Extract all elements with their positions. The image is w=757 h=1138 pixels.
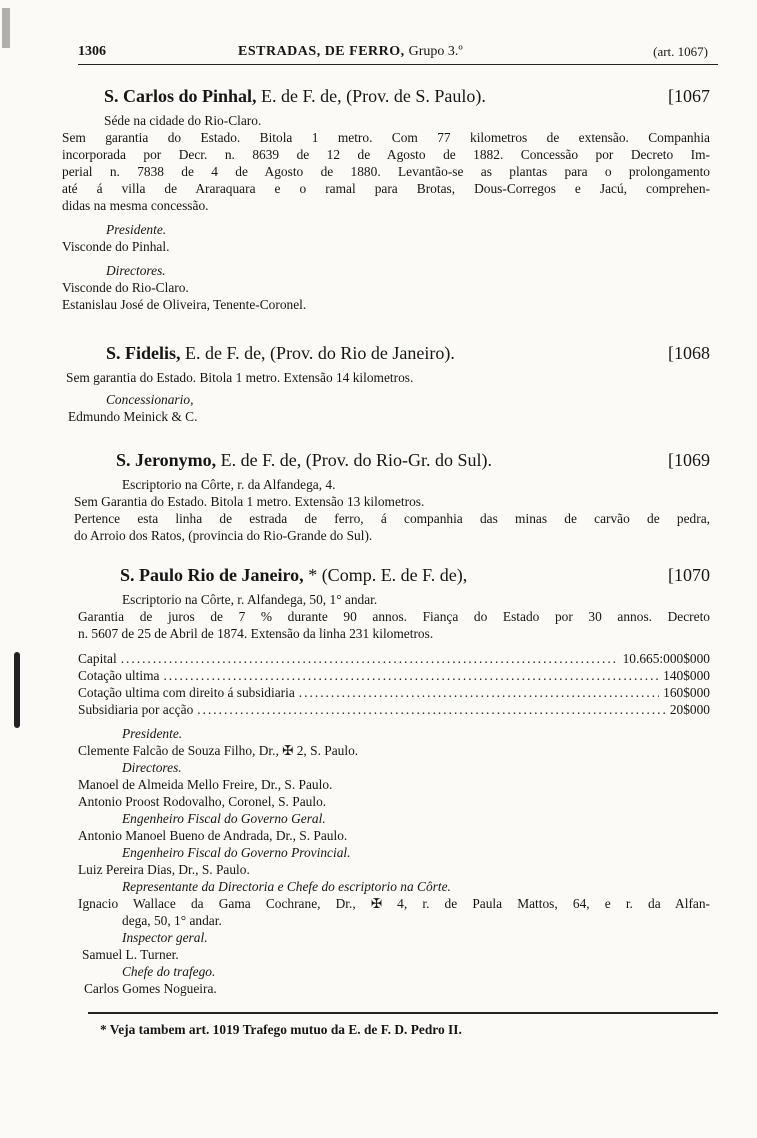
financials-table bbox=[78, 650, 710, 718]
financial-label: Subsidiaria por acção bbox=[78, 702, 194, 717]
person-name: Clemente Falcão de Souza Filho, Dr., ✠ 2, S. Paulo. bbox=[78, 743, 359, 758]
role-title: Engenheiro Fiscal do Governo Provincial. bbox=[122, 845, 351, 860]
article-number: [1069 bbox=[668, 450, 710, 470]
entry-1067 bbox=[62, 86, 710, 313]
financial-row bbox=[78, 650, 710, 667]
company-name: S. Fidelis, bbox=[106, 343, 181, 363]
entry-line: até á villa de Araraquara e o ramal para Brotas, Dous-Corregos e Jacú, comprehen- bbox=[62, 181, 710, 196]
financial-label: Cotação ultima com direito á subsidiaria bbox=[78, 685, 295, 700]
entry-1070 bbox=[78, 565, 710, 997]
financial-label: Capital bbox=[78, 651, 117, 666]
entry-line: Pertence esta linha de estrada de ferro, á companhia das minas de carvão de pedra, bbox=[74, 511, 710, 526]
role-title: Engenheiro Fiscal do Governo Geral. bbox=[122, 811, 326, 826]
entry-line: Garantia de juros de 7 % durante 90 annos. Fiança do Estado por 30 annos. Decreto bbox=[78, 609, 710, 624]
running-title-text: ESTRADAS, DE FERRO, bbox=[238, 44, 405, 59]
role-title: Directores. bbox=[106, 263, 166, 278]
financial-value: 140$000 bbox=[663, 668, 710, 683]
role-title: Presidente. bbox=[106, 222, 167, 237]
article-range: (art. 1067) bbox=[653, 44, 708, 59]
scan-artifact bbox=[2, 8, 10, 48]
entry-line: Sem garantia do Estado. Bitola 1 metro. Extensão 14 kilometros. bbox=[66, 370, 414, 385]
entry-1069 bbox=[74, 450, 710, 544]
company-name: S. Carlos do Pinhal, bbox=[104, 86, 257, 106]
financial-value: 20$000 bbox=[669, 702, 710, 717]
article-number: [1067 bbox=[668, 86, 710, 106]
entry-line: Sem Garantia do Estado. Bitola 1 metro. Extensão 13 kilometros. bbox=[74, 494, 425, 509]
group-label: Grupo 3.º bbox=[408, 44, 463, 59]
person-name: Visconde do Rio-Claro. bbox=[62, 280, 189, 295]
dot-leader bbox=[197, 701, 666, 718]
article-number: [1070 bbox=[668, 565, 710, 585]
person-name: Samuel L. Turner. bbox=[82, 947, 179, 962]
financial-label: Cotação ultima bbox=[78, 668, 160, 683]
company-description: E. de F. de, (Prov. de S. Paulo). bbox=[256, 86, 486, 106]
financial-row bbox=[78, 684, 710, 701]
person-name: Estanislau José de Oliveira, Tenente-Coronel. bbox=[62, 297, 307, 312]
entry-1068 bbox=[62, 343, 710, 425]
company-description: E. de F. de, (Prov. do Rio de Janeiro). bbox=[180, 343, 455, 363]
person-name: Edmundo Meinick & C. bbox=[68, 409, 198, 424]
role-title: Representante da Directoria e Chefe do escriptorio na Côrte. bbox=[122, 879, 451, 894]
person-name: Carlos Gomes Nogueira. bbox=[84, 981, 217, 996]
entry-line: Séde na cidade do Rio-Claro. bbox=[104, 113, 262, 128]
entry-line: Escriptorio na Côrte, r. Alfandega, 50, 1° andar. bbox=[122, 592, 378, 607]
role-title: Presidente. bbox=[122, 726, 183, 741]
role-title: Inspector geral. bbox=[122, 930, 208, 945]
financial-row bbox=[78, 667, 710, 684]
person-name: Antonio Manoel Bueno de Andrada, Dr., S. Paulo. bbox=[78, 828, 348, 843]
entry-line: incorporada por Decr. n. 8639 de 12 de Agosto de 1882. Concessão por Decreto Im- bbox=[62, 147, 710, 162]
entry-heading bbox=[62, 86, 710, 112]
dot-leader bbox=[121, 650, 619, 667]
entry-line: Sem garantia do Estado. Bitola 1 metro. Com 77 kilometros de extensão. Companhia bbox=[62, 130, 710, 145]
company-name: S. Jeronymo, bbox=[116, 450, 217, 470]
article-number: [1068 bbox=[668, 343, 710, 363]
entry-line: Escriptorio na Côrte, r. da Alfandega, 4. bbox=[122, 477, 336, 492]
company-description: E. de F. de, (Prov. do Rio-Gr. do Sul). bbox=[216, 450, 493, 470]
financial-row bbox=[78, 701, 710, 718]
entry-line: perial n. 7838 de 4 de Agosto de 1880. Levantão-se as plantas para o prolongamento bbox=[62, 164, 710, 179]
financial-value: 10.665:000$000 bbox=[622, 651, 710, 666]
dot-leader bbox=[299, 684, 659, 701]
entry-heading bbox=[62, 343, 710, 369]
financial-value: 160$000 bbox=[663, 685, 710, 700]
entry-line: do Arroio dos Ratos, (provincia do Rio-Grande do Sul). bbox=[74, 528, 373, 543]
scan-artifact bbox=[14, 652, 20, 728]
page-number: 1306 bbox=[78, 44, 106, 59]
role-title: Directores. bbox=[122, 760, 182, 775]
entry-heading bbox=[78, 565, 710, 591]
person-name: Luiz Pereira Dias, Dr., S. Paulo. bbox=[78, 862, 250, 877]
entry-heading bbox=[74, 450, 710, 476]
running-header bbox=[78, 40, 708, 64]
footnote-rule bbox=[88, 1012, 718, 1014]
entry-line: n. 5607 de 25 de Abril de 1874. Extensão da linha 231 kilometros. bbox=[78, 626, 434, 641]
footnote: * Veja tambem art. 1019 Trafego mutuo da E. de F. D. Pedro II. bbox=[100, 1022, 462, 1037]
person-name: Antonio Proost Rodovalho, Coronel, S. Paulo. bbox=[78, 794, 327, 809]
running-title bbox=[238, 44, 463, 60]
dot-leader bbox=[163, 667, 659, 684]
entry-line: didas na mesma concessão. bbox=[62, 198, 209, 213]
role-title: Concessionario, bbox=[106, 392, 194, 407]
person-name: Visconde do Pinhal. bbox=[62, 239, 170, 254]
person-name: Ignacio Wallace da Gama Cochrane, Dr., ✠ 4, r. de Paula Mattos, 64, e r. da Alfan- bbox=[78, 896, 710, 911]
person-name: Manoel de Almeida Mello Freire, Dr., S. Paulo. bbox=[78, 777, 333, 792]
company-description: * (Comp. E. de F. de), bbox=[303, 565, 468, 585]
person-name: dega, 50, 1° andar. bbox=[122, 913, 222, 928]
role-title: Chefe do trafego. bbox=[122, 964, 216, 979]
header-rule bbox=[78, 64, 718, 65]
company-name: S. Paulo Rio de Janeiro, bbox=[120, 565, 304, 585]
